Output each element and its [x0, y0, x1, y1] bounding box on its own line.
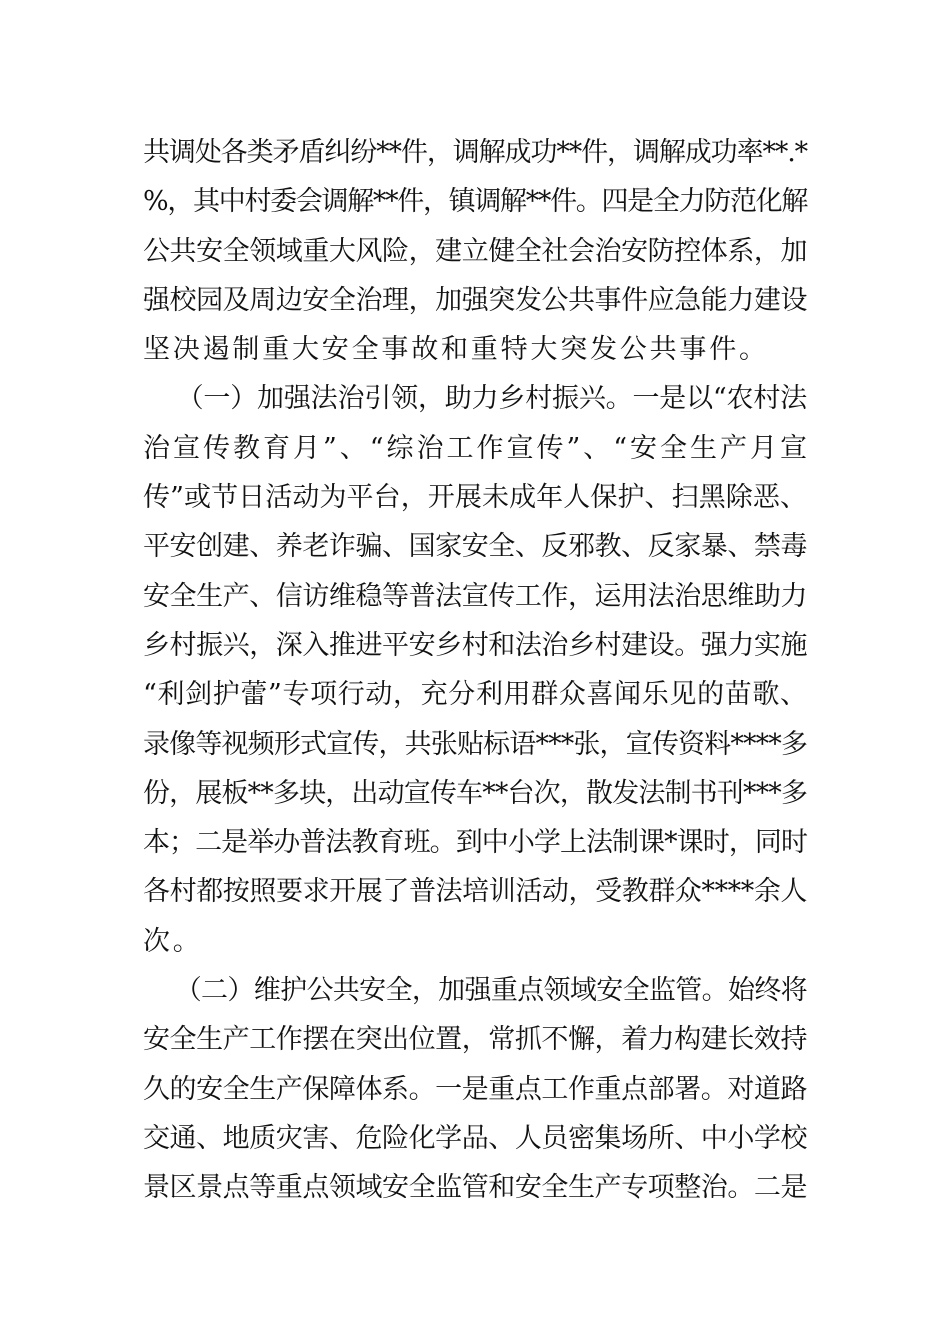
text-line: 传”或节日活动为平台，开展未成年人保护、扫黑除恶、	[143, 482, 807, 514]
text-line: （二）维护公共安全，加强重点领域安全监管。始终将	[143, 975, 807, 1007]
body-text	[143, 128, 807, 1213]
text-line: 交通、地质灾害、危险化学品、人员密集场所、中小学校	[143, 1122, 807, 1154]
text-line: 各村都按照要求开展了普法培训活动，受教群众****余人	[143, 876, 807, 908]
text-line: 份，展板**多块，出动宣传车**台次，散发法制书刊***多	[143, 777, 807, 809]
text-line: 安全生产工作摆在突出位置，常抓不懈，着力构建长效持	[143, 1024, 807, 1056]
text-line: 本；二是举办普法教育班。到中小学上法制课*课时，同时	[143, 827, 807, 859]
text-line: 平安创建、养老诈骗、国家安全、反邪教、反家暴、禁毒	[143, 531, 807, 563]
text-line: 公共安全领域重大风险，建立健全社会治安防控体系，加	[143, 235, 807, 267]
text-line: 治宣传教育月”、“综治工作宣传”、“安全生产月宣	[143, 432, 807, 464]
text-line: 坚决遏制重大安全事故和重特大突发公共事件。	[143, 334, 769, 366]
text-line: 强校园及周边安全治理，加强突发公共事件应急能力建设	[143, 284, 807, 316]
text-line: %，其中村委会调解**件，镇调解**件。四是全力防范化解	[143, 186, 807, 218]
text-line: 乡村振兴，深入推进平安乡村和法治乡村建设。强力实施	[143, 629, 807, 661]
text-line: （一）加强法治引领，助力乡村振兴。一是以“农村法	[143, 383, 807, 415]
text-line: 景区景点等重点领域安全监管和安全生产专项整治。二是	[143, 1172, 807, 1204]
text-line: 安全生产、信访维稳等普法宣传工作，运用法治思维助力	[143, 580, 807, 612]
text-line: 共调处各类矛盾纠纷**件，调解成功**件，调解成功率**.*	[143, 137, 807, 168]
text-line: 久的安全生产保障体系。一是重点工作重点部署。对道路	[143, 1073, 807, 1105]
text-line: 次。	[143, 925, 203, 957]
text-line: “利剑护蕾”专项行动，充分利用群众喜闻乐见的苗歌、	[143, 679, 807, 711]
text-line: 录像等视频形式宣传，共张贴标语***张，宣传资料****多	[143, 728, 807, 760]
